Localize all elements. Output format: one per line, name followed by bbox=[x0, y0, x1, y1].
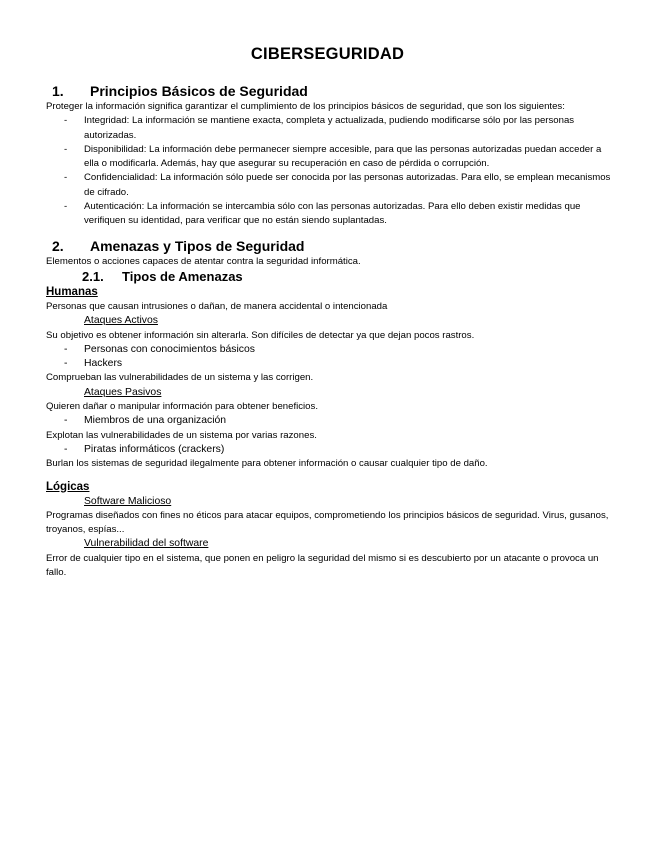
section-1-intro: Proteger la información significa garantizar el cumplimiento de los principios básicos de seguridad, que son los siguientes: bbox=[46, 101, 565, 112]
document-body bbox=[46, 82, 614, 580]
list-item-text: Integridad: La información se mantiene exacta, completa y actualizada, pudiendo modificarse sólo por las personas autorizadas. bbox=[84, 115, 575, 141]
spacer bbox=[46, 472, 614, 480]
ataques-activos-heading: Ataques Activos bbox=[84, 315, 158, 327]
ataques-pasivos-heading: Ataques Pasivos bbox=[84, 386, 162, 398]
subsection-2-1-heading bbox=[46, 269, 614, 285]
section-2-number: 2. bbox=[52, 237, 64, 254]
list-item: - Hackers bbox=[64, 358, 123, 370]
list-item: - Piratas informáticos (crackers) bbox=[64, 443, 225, 455]
vulnerabilidad-desc: Error de cualquier tipo en el sistema, que ponen en peligro la seguridad del mismo si es descubierto por un atacante o provoca un fallo. bbox=[46, 552, 599, 579]
section-1-heading bbox=[46, 82, 614, 100]
list-item-text: Personas con conocimientos básicos bbox=[84, 343, 255, 355]
category-logicas: Lógicas bbox=[46, 480, 90, 493]
list-item-text: Confidencialidad: La información sólo puede ser conocida por las personas autorizadas. Para ello, se emplean mecanismos de cifrado. bbox=[84, 172, 611, 198]
software-malicioso-heading: Software Malicioso bbox=[84, 495, 172, 507]
software-malicioso-desc: Programas diseñados con fines no éticos para atacar equipos, comprometiendo los principios básicos de seguridad. Virus, gusanos, troyanos, espías... bbox=[46, 509, 609, 536]
list-item: - Miembros de una organización bbox=[64, 415, 227, 427]
list-item: - Autenticación: La información se intercambia sólo con las personas autorizadas. Para ello deben existir medidas que verifiquen su identidad, para verificar que no están siendo suplantadas. bbox=[64, 201, 581, 227]
category-humanas: Humanas bbox=[46, 285, 98, 298]
subsection-2-1-number: 2.1. bbox=[82, 268, 104, 284]
section-1-title: Principios Básicos de Seguridad bbox=[90, 83, 308, 99]
ataques-activos-desc: Su objetivo es obtener información sin alterarla. Son difíciles de detectar ya que dejan pocos rastros. bbox=[46, 329, 475, 341]
ataques-pasivos-after-1: Explotan las vulnerabilidades de un sistema por varias razones. bbox=[46, 429, 317, 441]
section-2-heading bbox=[46, 237, 614, 255]
principles-list bbox=[46, 114, 614, 228]
list-item: - Disponibilidad: La información debe permanecer siempre accesible, para que las personas autorizadas puedan acceder a ella o modificarla. Además, hay que asegurar su recuperación en caso de pérdida o corrupción. bbox=[64, 143, 602, 170]
vulnerabilidad-heading: Vulnerabilidad del software bbox=[84, 538, 209, 550]
humanas-desc: Personas que causan intrusiones o dañan, de manera accidental o intencionada bbox=[46, 300, 388, 312]
section-1-number: 1. bbox=[52, 83, 64, 99]
document-title: CIBERSEGURIDAD bbox=[250, 45, 405, 63]
spacer bbox=[46, 229, 614, 237]
list-item-text: Autenticación: La información se intercambia sólo con las personas autorizadas. Para ello deben existir medidas que verifiquen su identidad, para verificar que no están siendo suplantadas. bbox=[84, 201, 581, 227]
subsection-2-1-title: Tipos de Amenazas bbox=[122, 268, 243, 284]
ataques-pasivos-desc: Quieren dañar o manipular información para obtener beneficios. bbox=[46, 401, 318, 413]
list-item: - Personas con conocimientos básicos bbox=[64, 343, 255, 355]
list-item-text: Miembros de una organización bbox=[84, 415, 227, 427]
list-item: - Confidencialidad: La información sólo puede ser conocida por las personas autorizadas. Para ello, se emplean mecanismos de cifrado. bbox=[64, 172, 611, 198]
ataques-activos-after: Comprueban las vulnerabilidades de un sistema y las corrigen. bbox=[46, 372, 314, 384]
list-item-text: Hackers bbox=[84, 358, 123, 370]
ataques-pasivos-after-2: Burlan los sistemas de seguridad ilegalmente para obtener información o causar cualquier tipo de daño. bbox=[46, 458, 488, 470]
section-2-title: Amenazas y Tipos de Seguridad bbox=[90, 237, 305, 254]
section-2-intro: Elementos o acciones capaces de atentar contra la seguridad informática. bbox=[46, 255, 361, 267]
list-item-text: Disponibilidad: La información debe permanecer siempre accesible, para que las personas autorizadas puedan acceder a ella o modificarla. Además, hay que asegurar su recuperación en caso de pérdida o corrupción. bbox=[84, 143, 602, 170]
list-item-text: Piratas informáticos (crackers) bbox=[84, 443, 225, 455]
list-item: - Integridad: La información se mantiene exacta, completa y actualizada, pudiendo modificarse sólo por las personas autorizadas. bbox=[64, 115, 575, 141]
